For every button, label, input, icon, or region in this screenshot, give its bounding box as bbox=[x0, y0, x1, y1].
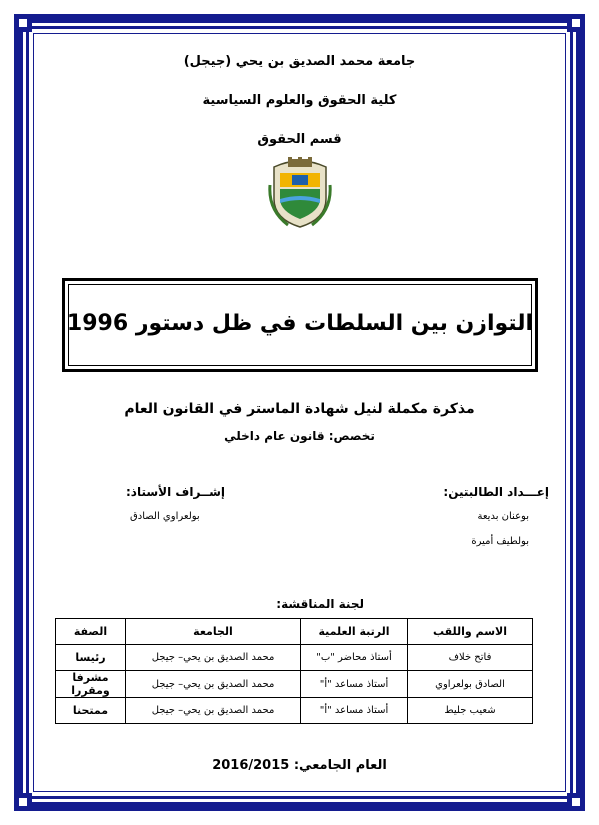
table-row bbox=[56, 671, 533, 698]
table-row bbox=[56, 698, 533, 724]
corner-ornament bbox=[14, 14, 32, 32]
member-role: رئيسا bbox=[56, 645, 126, 671]
member-name: شعيب جليط bbox=[408, 698, 533, 724]
faculty-name: كلية الحقوق والعلوم السياسية bbox=[202, 93, 397, 108]
supervision-label: إشــراف الأستاذ: bbox=[126, 485, 226, 499]
committee-label: لجنة المناقشة: bbox=[276, 597, 364, 611]
university-name: جامعة محمد الصديق بن يحي (جيجل) bbox=[183, 54, 416, 69]
corner-ornament bbox=[14, 793, 32, 811]
preparation-label: إعـــداد الطالبتين: bbox=[443, 485, 549, 499]
supervisor-name: بولعراوي الصادق bbox=[130, 511, 200, 522]
title-frame bbox=[62, 278, 538, 372]
column-header: الاسم واللقب bbox=[408, 619, 533, 645]
column-header: الجامعة bbox=[126, 619, 301, 645]
member-name: فاتح خلاف bbox=[408, 645, 533, 671]
specialty: تخصص: قانون عام داخلي bbox=[224, 429, 375, 443]
academic-year: العام الجامعي: 2016/2015 bbox=[212, 758, 387, 773]
column-header: الرتبة العلمية bbox=[301, 619, 408, 645]
member-rank: أستاذ مساعد "أ" bbox=[301, 698, 408, 724]
corner-ornament bbox=[567, 793, 585, 811]
committee-table bbox=[55, 618, 533, 724]
student-name: بوعنان بديعة bbox=[477, 511, 529, 522]
thesis-subtitle: مذكرة مكملة لنيل شهادة الماستر في القانون العام bbox=[124, 401, 475, 417]
table-header-row bbox=[56, 619, 533, 645]
member-university: محمد الصديق بن يحي– جيجل bbox=[126, 645, 301, 671]
member-university: محمد الصديق بن يحي– جيجل bbox=[126, 698, 301, 724]
thesis-title: التوازن بين السلطات في ظل دستور 1996 bbox=[66, 311, 534, 336]
page-content bbox=[40, 40, 559, 785]
member-name: الصادق بولعراوي bbox=[408, 671, 533, 698]
member-university: محمد الصديق بن يحي– جيجل bbox=[126, 671, 301, 698]
corner-ornament bbox=[567, 14, 585, 32]
member-role: ممتحنا bbox=[56, 698, 126, 724]
column-header: الصفة bbox=[56, 619, 126, 645]
table-row bbox=[56, 645, 533, 671]
member-role: مشرفا ومقررا bbox=[56, 671, 126, 698]
student-name: بولطيف أميرة bbox=[471, 536, 529, 547]
member-rank: أستاذ مساعد "أ" bbox=[301, 671, 408, 698]
university-emblem-icon bbox=[268, 155, 332, 229]
department-name: قسم الحقوق bbox=[257, 132, 342, 147]
member-rank: أستاذ محاضر "ب" bbox=[301, 645, 408, 671]
